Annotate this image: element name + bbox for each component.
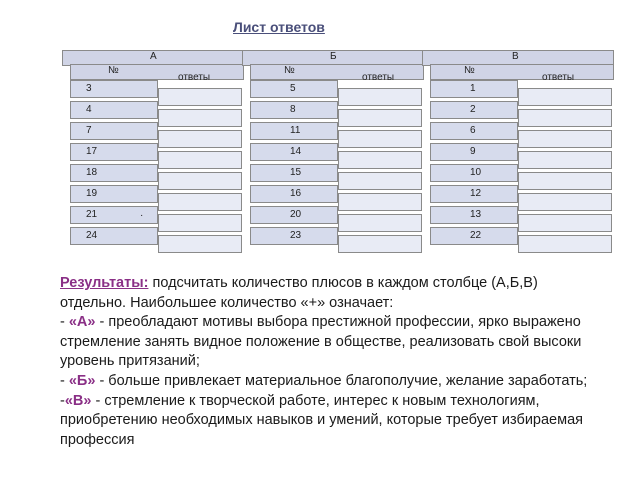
group-a-answer-cell[interactable] bbox=[158, 193, 242, 211]
group-b-number: 23 bbox=[290, 230, 302, 241]
group-b-answer-cell[interactable] bbox=[338, 109, 422, 127]
result-c-prefix: - bbox=[60, 392, 65, 409]
group-b-answer-cell[interactable] bbox=[338, 151, 422, 169]
results-intro: подсчитать количество плюсов в каждом столбце (А,Б,В) отдельно. Наибольшее количество «+» означает: bbox=[60, 275, 538, 311]
group-a-number-cell bbox=[70, 164, 158, 182]
result-b-text: - больше привлекает материальное благополучие, желание заработать; bbox=[95, 372, 588, 389]
group-b-num-header: № bbox=[284, 65, 295, 76]
group-c-answer-cell[interactable] bbox=[518, 151, 612, 169]
result-a-prefix: - bbox=[60, 314, 69, 331]
group-a-answer-cell[interactable] bbox=[158, 172, 242, 190]
group-a-number: 24 bbox=[86, 230, 98, 241]
group-a-number: 17 bbox=[86, 146, 98, 157]
result-c-text: - стремление к творческой работе, интерес к новым технологиям, приобретению необходимых навыков и умений, которые требует избираемая профессия bbox=[60, 392, 583, 448]
group-a-label: А bbox=[150, 51, 157, 62]
group-c-answer-cell[interactable] bbox=[518, 109, 612, 127]
group-a-number-cell bbox=[70, 122, 158, 140]
group-b-number: 14 bbox=[290, 146, 302, 157]
group-b-subheader bbox=[250, 64, 424, 80]
group-c-number: 2 bbox=[470, 104, 476, 115]
group-b-answer-cell[interactable] bbox=[338, 193, 422, 211]
group-a-number-cell bbox=[70, 101, 158, 119]
group-b-answer-cell[interactable] bbox=[338, 214, 422, 232]
group-c-number: 13 bbox=[470, 209, 482, 220]
group-c-num-header: № bbox=[464, 65, 475, 76]
group-a-number: 4 bbox=[86, 104, 92, 115]
group-a-number-cell bbox=[70, 206, 158, 224]
group-a-ans-header: ответы bbox=[178, 72, 211, 83]
page-title: Лист ответов bbox=[233, 19, 325, 35]
group-a-number-cell bbox=[70, 143, 158, 161]
result-b-key: «Б» bbox=[68, 372, 96, 389]
group-a-number: 19 bbox=[86, 188, 98, 199]
group-a-number: 18 bbox=[86, 167, 98, 178]
group-a-answer-cell[interactable] bbox=[158, 88, 242, 106]
group-c-number: 9 bbox=[470, 146, 476, 157]
group-a-number: 7 bbox=[86, 125, 92, 136]
group-b-number: 15 bbox=[290, 167, 302, 178]
group-a-number-cell bbox=[70, 185, 158, 203]
group-b-number: 11 bbox=[290, 125, 301, 136]
group-a-number-cell bbox=[70, 227, 158, 245]
group-c-answer-cell[interactable] bbox=[518, 172, 612, 190]
group-c-number: 12 bbox=[470, 188, 482, 199]
group-a-answer-cell[interactable] bbox=[158, 214, 242, 232]
group-b-ans-header: ответы bbox=[362, 72, 395, 83]
group-b-answer-cell[interactable] bbox=[338, 235, 422, 253]
group-a-number: 21 bbox=[86, 209, 98, 220]
group-c-label: В bbox=[512, 51, 519, 62]
group-a-num-header: № bbox=[108, 65, 119, 76]
group-a-number-cell bbox=[70, 80, 158, 98]
group-b-answer-cell[interactable] bbox=[338, 130, 422, 148]
group-a-answer-cell[interactable] bbox=[158, 235, 242, 253]
result-b-prefix: - bbox=[60, 372, 69, 389]
group-c-answer-cell[interactable] bbox=[518, 235, 612, 253]
group-c-subheader bbox=[430, 64, 614, 80]
group-a-answer-cell[interactable] bbox=[158, 130, 242, 148]
group-b-number: 8 bbox=[290, 104, 296, 115]
group-b-number: 16 bbox=[290, 188, 302, 199]
group-a-number: 3 bbox=[86, 83, 92, 94]
stray-mark: · bbox=[140, 210, 144, 221]
group-b-number: 20 bbox=[290, 209, 302, 220]
group-c-number: 1 bbox=[470, 83, 476, 94]
results-text bbox=[60, 274, 600, 450]
results-label: Результаты: bbox=[60, 275, 149, 291]
group-c-answer-cell[interactable] bbox=[518, 88, 612, 106]
group-c-ans-header: ответы bbox=[542, 72, 575, 83]
group-a-answer-cell[interactable] bbox=[158, 109, 242, 127]
group-c-number: 22 bbox=[470, 230, 482, 241]
group-a-answer-cell[interactable] bbox=[158, 151, 242, 169]
result-c-key: «В» bbox=[64, 392, 92, 409]
group-a-subheader bbox=[70, 64, 244, 80]
result-a-key: «А» bbox=[68, 314, 96, 331]
group-b-number: 5 bbox=[290, 83, 296, 94]
group-c-number: 6 bbox=[470, 125, 476, 136]
group-c-number: 10 bbox=[470, 167, 482, 178]
result-a-text: - преобладают мотивы выбора престижной профессии, ярко выражено стремление занять видное положение в обществе, реализовать свой высоки уровень притязаний; bbox=[60, 314, 582, 370]
group-b-answer-cell[interactable] bbox=[338, 172, 422, 190]
group-b-answer-cell[interactable] bbox=[338, 88, 422, 106]
group-b-label: Б bbox=[330, 51, 337, 62]
group-c-answer-cell[interactable] bbox=[518, 193, 612, 211]
answer-sheet-table bbox=[62, 50, 614, 260]
group-c-answer-cell[interactable] bbox=[518, 130, 612, 148]
group-c-answer-cell[interactable] bbox=[518, 214, 612, 232]
